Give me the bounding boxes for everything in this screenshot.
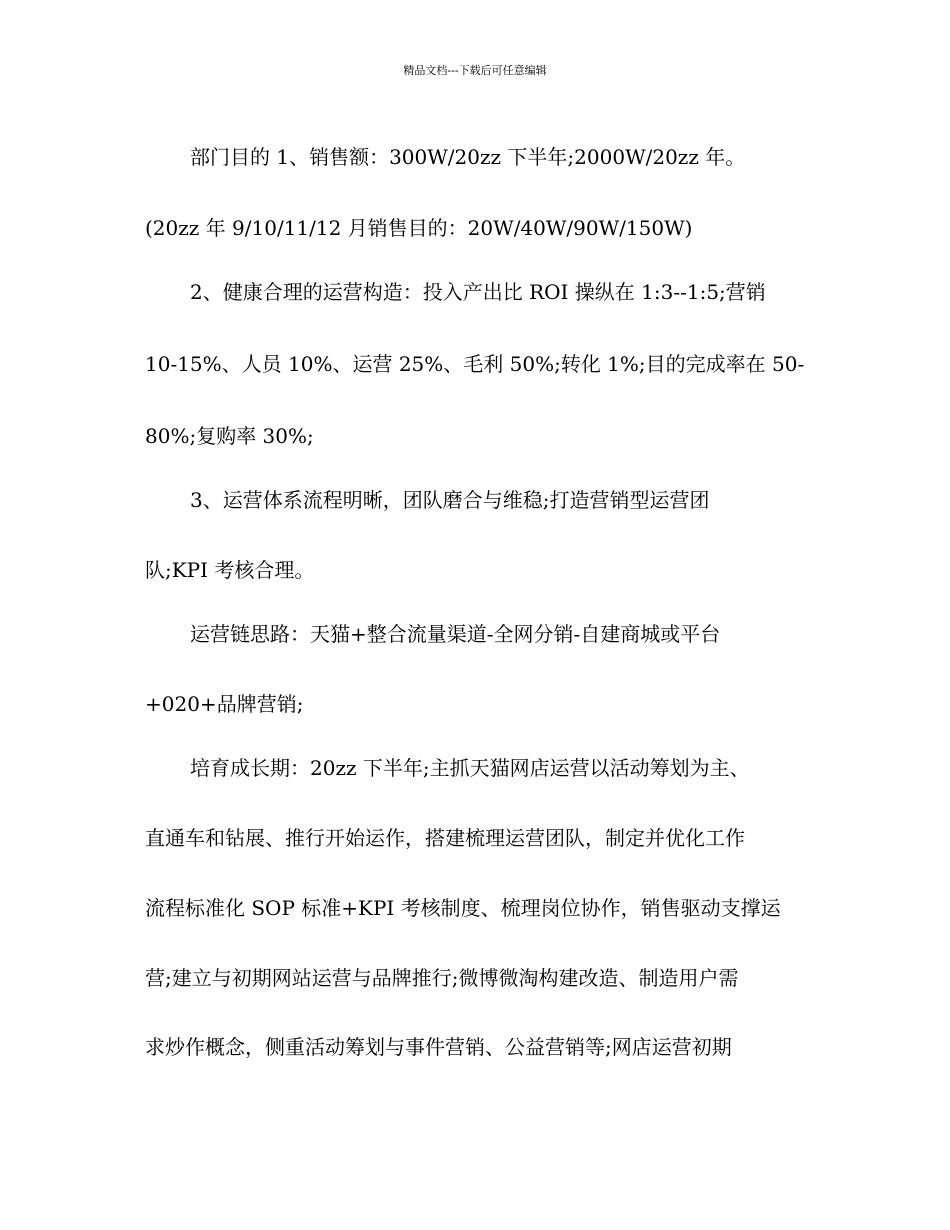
text-line: 队;KPI 考核合理。: [145, 558, 315, 582]
text-line: 培育成长期：20zz 下半年;主抓天猫网店运营以活动筹划为主、: [190, 756, 750, 780]
text-line: (20zz 年 9/10/11/12 月销售目的：20W/40W/90W/150W): [145, 216, 693, 240]
text-line: 3、运营体系流程明晰，团队磨合与维稳;打造营销型运营团: [190, 488, 710, 512]
text-line: 部门目的 1、销售额：300W/20zz 下半年;2000W/20zz 年。: [190, 145, 746, 169]
text-line: 求炒作概念，侧重活动筹划与事件营销、公益营销等;网店运营初期: [145, 1035, 732, 1059]
text-line: 运营链思路：天猫+整合流量渠道-全网分销-自建商城或平台: [190, 622, 721, 646]
text-line: 流程标准化 SOP 标准+KPI 考核制度、梳理岗位协作，销售驱动支撑运: [145, 896, 781, 920]
text-line: 10-15%、人员 10%、运营 25%、毛利 50%;转化 1%;目的完成率在 50-: [145, 352, 805, 376]
text-line: 2、健康合理的运营构造：投入产出比 ROI 操纵在 1:3--1:5;营销: [190, 280, 766, 304]
text-line: 80%;复购率 30%;: [145, 424, 314, 448]
text-line: 直通车和钻展、推行开始运作，搭建梳理运营团队，制定并优化工作: [145, 826, 745, 850]
text-line: +020+品牌营销;: [145, 692, 304, 716]
page-header: 精品文档---下载后可任意编辑: [403, 64, 547, 77]
text-line: 营;建立与初期网站运营与品牌推行;微博微淘构建改造、制造用户需: [145, 966, 739, 990]
